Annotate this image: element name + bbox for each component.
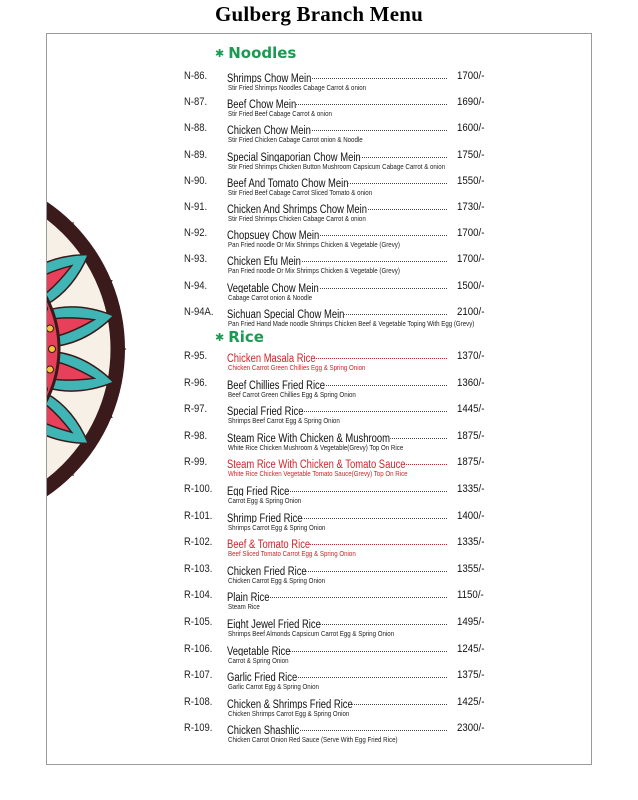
item-code: N-94A. bbox=[184, 305, 214, 318]
item-description: Shrimps Beef Almonds Capsicum Carrot Egg & Spring Onion bbox=[228, 629, 395, 638]
item-name-wrap bbox=[227, 148, 449, 162]
item-code: R-107. bbox=[184, 669, 213, 682]
menu-item bbox=[47, 509, 592, 535]
menu-item bbox=[47, 588, 592, 614]
item-name: Shrimp Fried Rice bbox=[227, 512, 303, 523]
item-code: R-98. bbox=[184, 429, 208, 442]
item-name: Chicken Efu Mein bbox=[227, 256, 301, 267]
item-name-wrap bbox=[227, 588, 449, 602]
item-name: Steam Rice With Chicken & Tomato Sauce bbox=[227, 459, 406, 470]
item-code: N-91. bbox=[184, 201, 208, 213]
page-title: Gulberg Branch Menu bbox=[215, 2, 423, 26]
menu-item bbox=[47, 535, 592, 561]
item-price: 1750/- bbox=[457, 148, 485, 161]
item-price: 2100/- bbox=[457, 305, 485, 318]
item-code: N-90. bbox=[184, 174, 208, 187]
item-code: R-100. bbox=[184, 483, 213, 495]
item-description: White Rice Chicken Vegetable Tomato Sauce(Grevy) Top On Rice bbox=[228, 469, 408, 479]
menu-item bbox=[47, 668, 592, 694]
item-code: R-95. bbox=[184, 350, 208, 362]
item-code: N-89. bbox=[184, 148, 208, 161]
item-name: Chicken Chow Mein bbox=[227, 125, 311, 136]
item-code: R-96. bbox=[184, 376, 208, 389]
item-name-wrap bbox=[227, 455, 449, 469]
menu-frame bbox=[46, 33, 592, 765]
menu-item bbox=[47, 226, 592, 252]
item-price: 1355/- bbox=[457, 562, 485, 575]
menu-item bbox=[47, 279, 592, 305]
item-price: 1690/- bbox=[457, 96, 485, 109]
item-price: 1425/- bbox=[457, 695, 485, 708]
item-code: N-88. bbox=[184, 122, 208, 135]
item-code: R-99. bbox=[184, 456, 208, 469]
item-code: R-103. bbox=[184, 562, 213, 575]
item-name: Chicken & Shrimps Fried Rice bbox=[227, 698, 353, 709]
item-name: Chicken Fried Rice bbox=[227, 565, 307, 576]
menu-item bbox=[47, 148, 592, 174]
item-description: Steam Rice bbox=[228, 602, 260, 612]
item-description: Chicken Carrot Onion Red Sauce (Serve With Egg Fried Rice) bbox=[228, 735, 398, 745]
item-description: White Rice Chicken Mushroom & Vegetable(Grevy) Top On Rice bbox=[228, 442, 404, 452]
item-description: Cabage Carrot onion & Noodle bbox=[228, 292, 313, 302]
item-price: 1700/- bbox=[457, 70, 485, 82]
item-code: R-101. bbox=[184, 509, 213, 522]
item-code: N-94. bbox=[184, 279, 208, 292]
item-name-wrap bbox=[227, 121, 449, 135]
asterisk-icon: ✱ bbox=[215, 47, 225, 60]
item-name: Beef And Tomato Chow Mein bbox=[227, 177, 349, 188]
item-name-wrap bbox=[227, 95, 449, 109]
item-name: Vegetable Chow Mein bbox=[227, 282, 319, 293]
item-name-wrap bbox=[227, 615, 449, 629]
item-name: Special Fried Rice bbox=[227, 406, 304, 417]
item-name-wrap bbox=[227, 562, 449, 576]
menu-item bbox=[47, 349, 592, 375]
item-code: R-108. bbox=[184, 695, 213, 708]
item-price: 1400/- bbox=[457, 509, 485, 522]
item-price: 1700/- bbox=[457, 227, 485, 240]
item-name-wrap bbox=[227, 69, 449, 83]
menu-item bbox=[47, 376, 592, 402]
item-name-wrap bbox=[227, 376, 449, 390]
item-price: 1360/- bbox=[457, 376, 485, 389]
item-name: Special Singaporian Chow Mein bbox=[227, 151, 361, 162]
item-description: Beef Sliced Tomato Carrot Egg & Spring Onion bbox=[228, 549, 356, 559]
item-name: Chicken Masala Rice bbox=[227, 353, 316, 363]
item-description: Carrot Egg & Spring Onion bbox=[228, 496, 302, 505]
menu-item bbox=[47, 174, 592, 200]
item-price: 1370/- bbox=[457, 350, 485, 362]
item-name: Beef Chow Mein bbox=[227, 99, 297, 110]
menu-item bbox=[47, 695, 592, 721]
item-description: Beef Carrot Green Chillies Egg & Spring Onion bbox=[228, 389, 356, 399]
item-price: 1495/- bbox=[457, 616, 485, 628]
menu-item bbox=[47, 562, 592, 588]
section-heading-rice: ✱ Rice bbox=[215, 328, 264, 346]
item-code: R-102. bbox=[184, 536, 213, 549]
item-description: Stir Fried Beef Cabage Carrot & onion bbox=[228, 109, 332, 119]
item-description: Stir Fried Shrimps Chicken Cabage Carrot & onion bbox=[228, 214, 366, 223]
item-description: Stir Fried Shrimps Chicken Button Mushroom Capsicum Cabage Carrot & onion bbox=[228, 161, 446, 171]
menu-item bbox=[47, 200, 592, 226]
item-description: Chicken Carrot Green Chillies Egg & Spring Onion bbox=[228, 363, 366, 372]
item-name-wrap bbox=[227, 174, 449, 188]
item-name: Chicken Shashlic bbox=[227, 725, 300, 736]
item-price: 1445/- bbox=[457, 403, 485, 416]
item-description: Stir Fried Chicken Cabage Carrot onion & Noodle bbox=[228, 135, 363, 145]
item-name-wrap bbox=[227, 642, 449, 656]
item-code: N-93. bbox=[184, 253, 208, 266]
item-code: N-92. bbox=[184, 227, 208, 240]
item-code: R-109. bbox=[184, 722, 213, 735]
item-name-wrap bbox=[227, 252, 449, 266]
menu-item bbox=[47, 615, 592, 641]
item-code: R-106. bbox=[184, 642, 213, 655]
item-name-wrap bbox=[227, 509, 449, 523]
item-name-wrap bbox=[227, 226, 449, 240]
item-price: 1550/- bbox=[457, 174, 485, 187]
item-name-wrap bbox=[227, 535, 449, 549]
item-name: Egg Fried Rice bbox=[227, 486, 290, 496]
item-name-wrap bbox=[227, 279, 449, 293]
menu-item bbox=[47, 121, 592, 147]
item-name-wrap bbox=[227, 721, 449, 735]
item-description: Garlic Carrot Egg & Spring Onion bbox=[228, 682, 319, 692]
item-price: 1335/- bbox=[457, 536, 485, 549]
item-code: R-97. bbox=[184, 403, 208, 416]
item-name-wrap bbox=[227, 695, 449, 709]
section-heading-noodles: ✱ Noodles bbox=[215, 44, 297, 62]
item-price: 1730/- bbox=[457, 201, 485, 213]
menu-item bbox=[47, 252, 592, 278]
item-price: 1700/- bbox=[457, 253, 485, 266]
item-description: Stir Fried Beef Cabage Carrot Sliced Tomato & onion bbox=[228, 187, 373, 197]
item-name: Sichuan Special Chow Mein bbox=[227, 308, 345, 319]
item-code: R-105. bbox=[184, 616, 213, 628]
menu-item bbox=[47, 69, 592, 95]
item-price: 2300/- bbox=[457, 722, 485, 735]
item-name: Eight Jewel Fried Rice bbox=[227, 619, 321, 629]
item-price: 1245/- bbox=[457, 642, 485, 655]
menu-item bbox=[47, 455, 592, 481]
menu-item bbox=[47, 429, 592, 455]
item-description: Chicken Carrot Egg & Spring Onion bbox=[228, 575, 326, 585]
item-description: Chicken Shrimps Carrot Egg & Spring Onion bbox=[228, 708, 350, 718]
item-name: Steam Rice With Chicken & Mushroom bbox=[227, 432, 390, 443]
item-name: Beef Chillies Fried Rice bbox=[227, 379, 326, 390]
item-name-wrap bbox=[227, 349, 449, 363]
item-code: R-104. bbox=[184, 589, 213, 602]
item-name: Garlic Fried Rice bbox=[227, 672, 298, 683]
item-name-wrap bbox=[227, 402, 449, 416]
item-description: Pan Fried noodle Or Mix Shrimps Chicken & Vegetable (Grevy) bbox=[228, 266, 400, 276]
item-name: Chicken And Shrimps Chow Mein bbox=[227, 204, 367, 214]
item-name-wrap bbox=[227, 668, 449, 682]
item-name-wrap bbox=[227, 482, 449, 496]
menu-item bbox=[47, 305, 592, 331]
item-name-wrap bbox=[227, 305, 449, 319]
menu-item bbox=[47, 721, 592, 747]
item-code: N-86. bbox=[184, 70, 208, 82]
item-price: 1335/- bbox=[457, 483, 485, 495]
item-code: N-87. bbox=[184, 96, 208, 109]
item-description: Pan Fried noodle Or Mix Shrimps Chicken & Vegetable (Grevy) bbox=[228, 240, 400, 250]
item-price: 1150/- bbox=[457, 589, 484, 602]
item-description: Pan Fried Hand Made noodle Shrimps Chicken Beef & Vegetable Toping With Egg (Grevy) bbox=[228, 318, 475, 328]
item-price: 1500/- bbox=[457, 279, 485, 292]
menu-item bbox=[47, 95, 592, 121]
menu-item bbox=[47, 402, 592, 428]
item-description: Shrimps Beef Carrot Egg & Spring Onion bbox=[228, 416, 340, 426]
item-description: Carrot & Spring Onion bbox=[228, 655, 289, 665]
item-price: 1875/- bbox=[457, 429, 485, 442]
asterisk-icon: ✱ bbox=[215, 331, 225, 344]
menu-item bbox=[47, 482, 592, 508]
item-name: Beef & Tomato Rice bbox=[227, 539, 311, 550]
item-price: 1600/- bbox=[457, 122, 485, 135]
item-description: Stir Fried Shrimps Noodles Cabage Carrot & onion bbox=[228, 83, 367, 92]
item-name: Chopsuey Chow Mein bbox=[227, 230, 320, 241]
item-name: Plain Rice bbox=[227, 592, 270, 603]
item-description: Shrimps Carrot Egg & Spring Onion bbox=[228, 522, 326, 532]
item-price: 1375/- bbox=[457, 669, 485, 682]
menu-item bbox=[47, 642, 592, 668]
item-price: 1875/- bbox=[457, 456, 485, 469]
item-name: Vegetable Rice bbox=[227, 645, 291, 656]
item-name: Shrimps Chow Mein bbox=[227, 73, 312, 83]
item-name-wrap bbox=[227, 200, 449, 214]
item-name-wrap bbox=[227, 429, 449, 443]
